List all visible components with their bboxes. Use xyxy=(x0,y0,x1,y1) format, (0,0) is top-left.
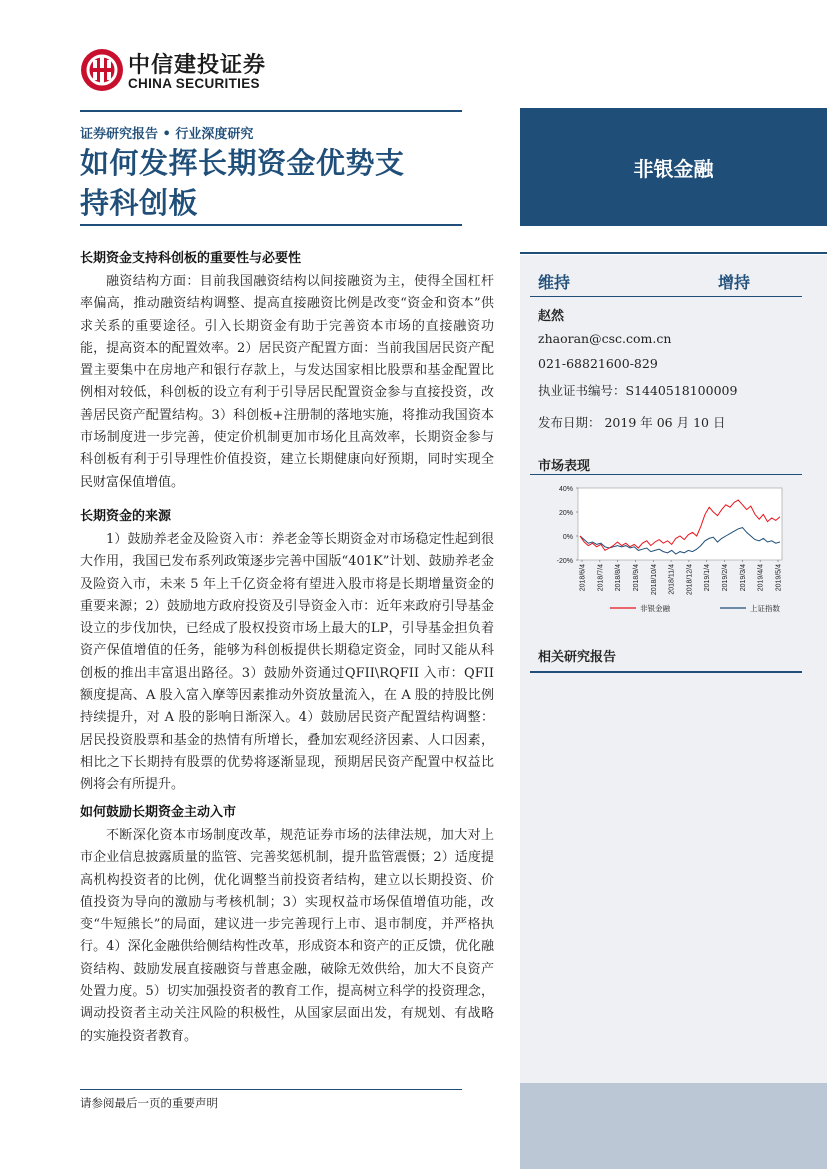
legend-label: 上证指数 xyxy=(750,604,780,613)
section-body: 不断深化资本市场制度改革，规范证券市场的法律法规，加大对上市企业信息披露质量的监管、完善奖惩机制，提升监管震慑；2）适度提高机构投资者的比例，优化调整当前投资者结构，建立以长期投资、价值投资为导向的激励与考核机制；3）实现权益市场保值增值功能，改变“牛短熊长”的局面，建议进一步完善现行上市、退市制度，并严格执行。4）深化金融供给侧结构性改革，形成资本和资产的正反馈，优化融资结构、鼓励发展直接融资与普惠金融，破除无效供给，加大不良资产处置力度。5）切实加强投资者的教育工作，提高树立科学的投资理念，调动投资者主动关注风险的积极性，从国家层面出发，有规划、有战略的实施投资者教育。 xyxy=(80,828,494,1044)
x-tick-label: 2018/9/4 xyxy=(632,564,640,592)
x-tick-label: 2019/5/4 xyxy=(775,564,783,592)
chart-x-ticks xyxy=(580,564,783,595)
report-type: 证券研究报告 • 行业深度研究 xyxy=(80,127,254,142)
rating-previous: 维持 xyxy=(538,273,571,292)
market-performance-chart xyxy=(540,480,790,620)
sector-box xyxy=(520,108,827,226)
chart-y-ticks xyxy=(557,486,573,565)
header-bottom-rule xyxy=(80,224,462,226)
section-encourage xyxy=(80,803,494,1048)
x-tick-label: 2018/12/4 xyxy=(686,564,694,596)
section-importance xyxy=(80,249,494,494)
title-line-1: 如何发挥长期资金优势支 xyxy=(80,146,405,180)
analyst-name: 赵然 xyxy=(538,309,565,324)
publish-date: 发布日期： 2019 年 06 月 10 日 xyxy=(538,415,726,430)
chart-plot-area xyxy=(578,488,782,560)
section-heading: 如何鼓励长期资金主动入市 xyxy=(80,805,237,820)
logo-name-en: CHINA SECURITIES xyxy=(128,76,260,91)
x-tick-label: 2019/1/4 xyxy=(704,564,712,592)
x-tick-label: 2018/8/4 xyxy=(615,564,623,592)
x-tick-label: 2018/10/4 xyxy=(650,564,658,596)
chart-legend xyxy=(610,603,780,613)
section-body: 融资结构方面：目前我国融资结构以间接融资为主，使得全国杠杆率偏高，推动融资结构调整、提高直接融资比例是改变“资金和资本”供求关系的重要途径。引入长期资金有助于完善资本市场的直接融资功能，提高资本的配置效率。2）居民资产配置方面：当前我国居民资产配置主要集中在房地产和银行存款上，与发达国家相比股票和基金配置比例相对较低，科创板的设立有利于引导居民配置资金参与直接投资，改善居民资产配置结构。3）科创板+注册制的落地实施，将推动我国资本市场制度进一步完善，使定价机制更加市场化且高效率，长期资金参与科创板有利于引导理性价值投资，建立长期健康向好预期，同时实现全民财富保值增值。 xyxy=(80,274,494,490)
section-heading: 长期资金支持科创板的重要性与必要性 xyxy=(80,251,302,266)
sidebar-top-rule xyxy=(520,252,827,254)
page-title xyxy=(80,143,480,223)
section-sources xyxy=(80,507,494,797)
sidebar-footer-block xyxy=(520,1083,827,1169)
section-body: 1）鼓励养老金及险资入市：养老金等长期资金对市场稳定性起到很大作用，我国已发布系列政策逐步完善中国版“401K”计划、鼓励养老金及险资入市，未来 5 年上千亿资金将有望进入股市将是长期增量资金的重要来源；2）鼓励地方政府投资及引导资金入市：近年来政府引导基金设立的步伐加快，已经成了股权投资市场上最大的LP，引导基金担负着资产保值增值的任务，能够为科创板提供长期稳定资金，同时又能从科创板的推出丰富退出路径。3）鼓励外资通过QFII\RQFII 入市：QFII 额度提高、A 股入富入摩等因素推动外资放量流入，在 A 股的持股比例持续提升，对 A 股的影响日渐深入。4）鼓励居民资产配置结构调整：居民投资股票和基金的热情有所增长，叠加宏观经济因素、人口因素，相比之下长期持有股票的优势将逐渐显现，预期居民资产配置中权益比例将会有所提升。 xyxy=(80,532,494,793)
csc-logo-icon xyxy=(80,48,124,92)
analyst-phone: 021-68821600-829 xyxy=(538,356,658,371)
y-tick-label: 0% xyxy=(562,534,573,541)
title-line-2: 持科创板 xyxy=(80,186,199,220)
sector-label: 非银金融 xyxy=(633,157,714,181)
chart-grid xyxy=(576,488,782,562)
analyst-certificate: 执业证书编号：S1440518100009 xyxy=(538,383,738,398)
performance-divider xyxy=(530,474,802,475)
x-tick-label: 2018/6/4 xyxy=(579,564,587,592)
y-tick-label: 20% xyxy=(558,510,573,517)
performance-title: 市场表现 xyxy=(538,459,591,474)
section-heading: 长期资金的来源 xyxy=(80,509,172,524)
y-tick-label: -20% xyxy=(556,558,573,565)
logo-name-cn: 中信建投证券 xyxy=(128,53,267,78)
footer-disclaimer[interactable]: 请参阅最后一页的重要声明 xyxy=(80,1096,218,1110)
x-tick-label: 2019/4/4 xyxy=(757,564,765,592)
analyst-email[interactable]: zhaoran@csc.com.cn xyxy=(538,331,672,346)
related-reports-title: 相关研究报告 xyxy=(538,650,617,665)
x-tick-label: 2019/2/4 xyxy=(722,564,730,592)
rating-divider xyxy=(530,296,802,297)
rating-current: 增持 xyxy=(718,273,751,292)
legend-label: 非银金融 xyxy=(640,604,670,613)
header-top-rule xyxy=(80,110,462,112)
x-tick-label: 2018/7/4 xyxy=(597,564,605,592)
x-tick-label: 2018/11/4 xyxy=(668,564,676,595)
related-reports-divider xyxy=(530,671,802,673)
company-logo xyxy=(80,46,300,96)
y-tick-label: 40% xyxy=(558,486,573,493)
x-tick-label: 2019/3/4 xyxy=(739,564,747,592)
footer-rule xyxy=(80,1089,462,1090)
